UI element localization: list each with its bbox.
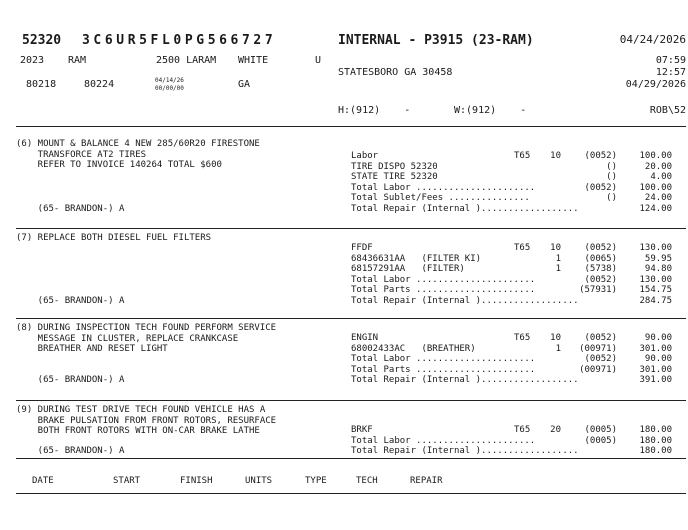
charge-label: Total Repair (Internal )..................: [351, 296, 579, 306]
charge-code: (0052): [584, 151, 617, 161]
charge-amount: 301.00: [639, 364, 672, 375]
charge-code: (00971): [579, 364, 617, 375]
footer-column-type: TYPE: [305, 476, 327, 486]
ro-number: 52320: [22, 33, 62, 48]
charge-label: 68436631AA (FILTER KI): [351, 253, 482, 264]
time-in: 07:59: [655, 55, 686, 66]
charge-code: (): [606, 172, 617, 183]
job-description-line: (7) REPLACE BOTH DIESEL FUEL FILTERS: [16, 233, 212, 243]
mileage-in: 80218: [26, 79, 57, 90]
charge-tech: T65: [514, 243, 531, 253]
charge-code: (0052): [584, 333, 617, 343]
vin: 3C6UR5FL0PG566727: [82, 33, 277, 48]
job-description-line: BREATHER AND RESET LIGHT: [16, 344, 168, 355]
charge-amount: 90.00: [644, 333, 672, 343]
charge-label: Total Sublet/Fees ...............: [351, 193, 530, 204]
job-description-line: BRAKE PULSATION FROM FRONT ROTORS, RESURFACE: [16, 415, 277, 426]
charge-code: (0052): [584, 274, 617, 285]
charge-label: Total Repair (Internal )..................: [351, 375, 579, 386]
charge-code: (0052): [584, 182, 617, 193]
footer-column-units: UNITS: [245, 476, 273, 486]
phone-home: H:(912) -: [338, 105, 411, 116]
footer-column-start: START: [113, 476, 141, 486]
time-out: 12:57: [655, 67, 686, 78]
job-technician: (65- BRANDON-) A: [16, 204, 125, 214]
charge-units: 1: [555, 264, 561, 275]
charge-units: 10: [550, 333, 561, 343]
charge-label: Total Labor ......................: [351, 182, 536, 193]
charge-units: 1: [555, 253, 561, 264]
small-date-1: 04/14/26: [155, 77, 184, 84]
charge-amount: 130.00: [639, 243, 672, 253]
job-description-line: REFER TO INVOICE 140264 TOTAL $600: [16, 160, 222, 171]
vehicle-make: RAM: [68, 55, 87, 66]
footer-column-date: DATE: [32, 476, 54, 486]
charge-label: 68002433AC (BREATHER): [351, 343, 476, 354]
charge-code: (0065): [584, 253, 617, 264]
charge-amount: 301.00: [639, 343, 672, 354]
charge-code: (0005): [584, 425, 617, 435]
charge-label: Total Labor ......................: [351, 274, 536, 285]
charge-units: 10: [550, 243, 561, 253]
document-title: INTERNAL - P3915 (23-RAM): [338, 33, 534, 48]
charge-amount: 94.80: [644, 264, 672, 275]
charge-amount: 284.75: [639, 296, 672, 306]
charge-label: FFDF: [351, 243, 373, 253]
charge-label: Total Labor ......................: [351, 354, 536, 365]
job-divider: [16, 458, 686, 459]
charge-code: (5738): [584, 264, 617, 275]
charge-code: (0052): [584, 243, 617, 253]
charge-code: (): [606, 161, 617, 172]
charge-label: Total Parts ......................: [351, 285, 536, 296]
job-technician: (65- BRANDON-) A: [16, 296, 125, 306]
job-divider: [16, 400, 686, 401]
footer-divider: [16, 493, 686, 494]
charge-amount: 100.00: [639, 182, 672, 193]
customer-location: STATESBORO GA 30458: [338, 67, 453, 78]
charge-tech: T65: [514, 425, 531, 435]
job-technician: (65- BRANDON-) A: [16, 375, 125, 386]
vehicle-state: GA: [238, 79, 251, 90]
charge-amount: 391.00: [639, 375, 672, 386]
job-description-line: (9) DURING TEST DRIVE TECH FOUND VEHICLE HAS A: [16, 405, 266, 415]
charge-label: 68157291AA (FILTER): [351, 264, 465, 275]
footer-column-tech: TECH: [356, 476, 378, 486]
mileage-out: 80224: [84, 79, 115, 90]
charge-amount: 24.00: [644, 193, 672, 204]
promise-date: 04/29/2026: [625, 79, 686, 90]
job-description-line: BOTH FRONT ROTORS WITH ON-CAR BRAKE LATHE: [16, 426, 260, 437]
charge-amount: 4.00: [650, 172, 672, 183]
job-divider: [16, 228, 686, 229]
charge-code: (0052): [584, 354, 617, 365]
charge-label: ENGIN: [351, 333, 379, 343]
charge-amount: 100.00: [639, 151, 672, 161]
charge-label: Total Repair (Internal )..................: [351, 204, 579, 214]
charge-label: STATE TIRE 52320: [351, 172, 438, 183]
footer-column-finish: FINISH: [180, 476, 213, 486]
vehicle-model: 2500 LARAM: [156, 55, 217, 66]
charge-amount: 154.75: [639, 285, 672, 296]
document-date: 04/24/2026: [619, 33, 686, 46]
charge-amount: 180.00: [639, 435, 672, 446]
charge-amount: 59.95: [644, 253, 672, 264]
charge-units: 10: [550, 151, 561, 161]
job-description-line: MESSAGE IN CLUSTER, REPLACE CRANKCASE: [16, 333, 239, 344]
charge-amount: 180.00: [639, 425, 672, 435]
charge-amount: 130.00: [639, 274, 672, 285]
header-divider: [16, 126, 686, 127]
vehicle-color: WHITE: [238, 55, 269, 66]
charge-label: Total Labor ......................: [351, 435, 536, 446]
charge-code: (0005): [584, 435, 617, 446]
charge-code: (00971): [579, 343, 617, 354]
charge-amount: 20.00: [644, 161, 672, 172]
small-date-2: 00/00/00: [155, 85, 184, 92]
phone-work: W:(912) -: [454, 105, 527, 116]
footer-column-repair: REPAIR: [410, 476, 443, 486]
charge-label: Labor: [351, 151, 379, 161]
charge-label: Total Repair (Internal )..................: [351, 446, 579, 457]
job-description-line: (6) MOUNT & BALANCE 4 NEW 285/60R20 FIRESTONE: [16, 139, 260, 149]
job-description-line: TRANSFORCE AT2 TIRES: [16, 149, 147, 160]
charge-label: Total Parts ......................: [351, 364, 536, 375]
charge-amount: 180.00: [639, 446, 672, 457]
charge-tech: T65: [514, 333, 531, 343]
charge-units: 20: [550, 425, 561, 435]
charge-code: (): [606, 193, 617, 204]
charge-code: (57931): [579, 285, 617, 296]
job-technician: (65- BRANDON-) A: [16, 446, 125, 457]
vehicle-code: U: [315, 55, 322, 66]
charge-amount: 124.00: [639, 204, 672, 214]
charge-label: TIRE DISPO 52320: [351, 161, 438, 172]
job-description-line: (8) DURING INSPECTION TECH FOUND PERFORM SERVICE: [16, 323, 277, 333]
charge-units: 1: [555, 343, 561, 354]
service-advisor: ROB\52: [649, 105, 686, 116]
charge-label: BRKF: [351, 425, 373, 435]
vehicle-year: 2023: [20, 55, 45, 66]
charge-amount: 90.00: [644, 354, 672, 365]
job-divider: [16, 318, 686, 319]
charge-tech: T65: [514, 151, 531, 161]
